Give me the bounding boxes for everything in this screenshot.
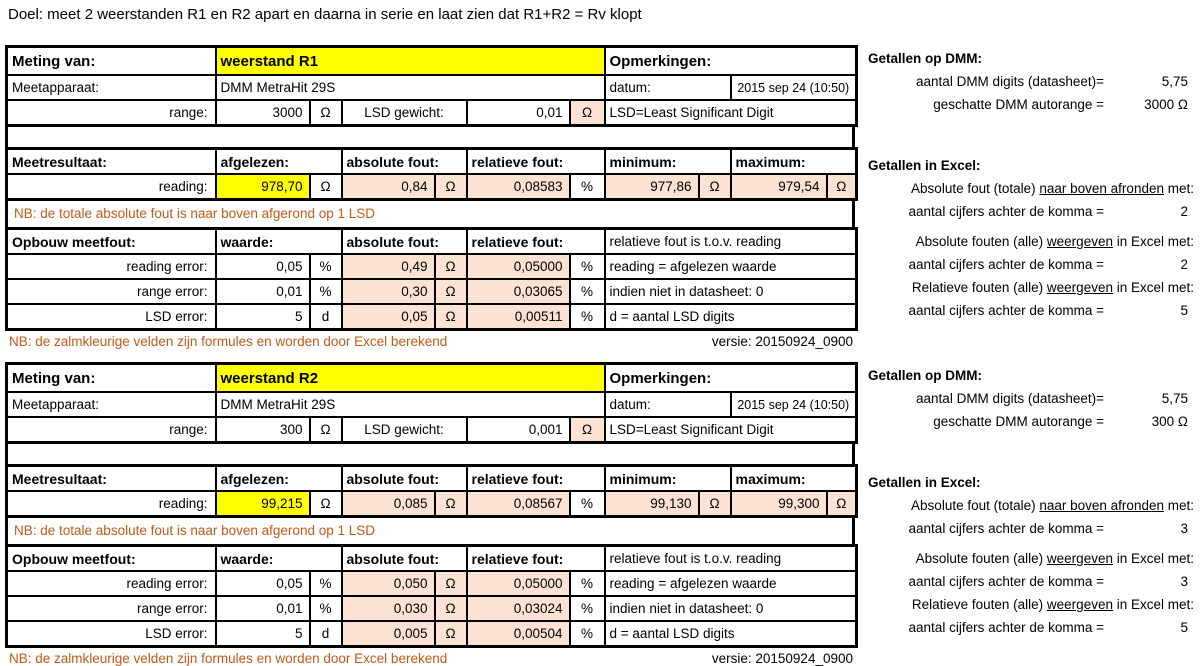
cijfers-label: aantal cijfers achter de komma =	[908, 574, 1104, 589]
minimum-header: minimum:	[605, 149, 731, 175]
lsd-error-abs-unit: Ω	[435, 621, 467, 647]
minimum-value: 977,86	[605, 174, 699, 200]
reading-unit: Ω	[310, 491, 342, 517]
getallen-op-dmm-header: Getallen op DMM:	[868, 368, 982, 383]
rel-decimalen-line	[868, 299, 1200, 322]
lsd-error-rel-unit: %	[570, 304, 605, 330]
autorange-label: geschatte DMM autorange =	[933, 414, 1104, 429]
lsd-error-abs: 0,005	[342, 621, 435, 647]
reading-error-abs: 0,050	[342, 571, 435, 596]
reading-error-label: reading error:	[7, 571, 216, 596]
rel-fouten-weergeven-sentence	[868, 593, 1200, 616]
range-error-waarde-unit: %	[310, 279, 342, 304]
range-error-abs-unit: Ω	[435, 596, 467, 621]
lsd-error-abs: 0,05	[342, 304, 435, 330]
underlined-text: weergeven	[1046, 280, 1113, 295]
r1-header-table	[5, 45, 858, 127]
lsd-definition-note: LSD=Least Significant Digit	[605, 100, 857, 126]
range-error-rel: 0,03024	[467, 596, 570, 621]
lsd-definition-note: LSD=Least Significant Digit	[605, 417, 857, 443]
reading-error-waarde-unit: %	[310, 571, 342, 596]
absolute-fout-header: absolute fout:	[342, 466, 467, 492]
underlined-text: naar boven afronden	[1039, 498, 1164, 513]
lsd-error-row	[7, 621, 857, 647]
r2-header-table	[5, 362, 858, 444]
meetapparaat-value: DMM MetraHit 29S	[216, 392, 605, 417]
reading-error-rel-unit: %	[570, 571, 605, 596]
range-unit: Ω	[310, 417, 342, 443]
datum-label: datum:	[605, 75, 731, 100]
minimum-unit: Ω	[699, 491, 731, 517]
text: Absolute fout (totale)	[911, 498, 1040, 513]
maximum-unit: Ω	[827, 174, 857, 200]
reading-error-abs-unit: Ω	[435, 571, 467, 596]
underlined-text: weergeven	[1046, 234, 1113, 249]
maximum-unit: Ω	[827, 491, 857, 517]
text: in Excel met:	[1112, 551, 1194, 566]
meetapparaat-label: Meetapparaat:	[7, 392, 216, 417]
text: in Excel met:	[1112, 597, 1194, 612]
text: Relatieve fouten (alle)	[911, 280, 1047, 295]
rel-fouten-weergeven-sentence	[868, 276, 1200, 299]
getallen-in-excel-header: Getallen in Excel:	[868, 475, 981, 490]
afronden-decimalen-line	[868, 200, 1200, 223]
reading-error-abs: 0,49	[342, 254, 435, 279]
abs-decimalen-line	[868, 570, 1200, 593]
abs-fouten-weergeven-sentence	[868, 547, 1200, 570]
text: Absolute fouten (alle)	[915, 234, 1047, 249]
reading-error-abs-unit: Ω	[435, 254, 467, 279]
maximum-header: maximum:	[731, 149, 857, 175]
meting-van-label: Meting van:	[7, 47, 216, 76]
range-error-rel: 0,03065	[467, 279, 570, 304]
opbouw-meetfout-label: Opbouw meetfout:	[7, 546, 216, 572]
meetapparaat-value: DMM MetraHit 29S	[216, 75, 605, 100]
abs-fouten-weergeven-sentence	[868, 230, 1200, 253]
meting-van-label: Meting van:	[7, 364, 216, 393]
block-footer	[5, 331, 855, 349]
lsd-error-label: LSD error:	[7, 304, 216, 330]
measurement-block-r2	[5, 362, 855, 666]
getallen-op-dmm-header: Getallen op DMM:	[868, 51, 982, 66]
autorange-value: 3000 Ω	[1144, 97, 1188, 112]
lsd-error-note: d = aantal LSD digits	[605, 304, 857, 330]
nb-zalmkleurig-note: NB: de zalmkleurige velden zijn formules en worden door Excel berekend	[9, 651, 448, 666]
minimum-header: minimum:	[605, 466, 731, 492]
rel-decimalen-line	[868, 616, 1200, 639]
datum-value: 2015 sep 24 (10:50)	[731, 75, 857, 100]
reading-error-waarde-unit: %	[310, 254, 342, 279]
range-error-rel-unit: %	[570, 596, 605, 621]
lsd-gewicht-value: 0,01	[467, 100, 570, 126]
range-error-rel-unit: %	[570, 279, 605, 304]
reading-value: 99,215	[216, 491, 310, 517]
reading-error-rel-unit: %	[570, 254, 605, 279]
abs-fout-value: 0,085	[342, 491, 435, 517]
lsd-error-note: d = aantal LSD digits	[605, 621, 857, 647]
range-error-row	[7, 279, 857, 304]
lsd-error-abs-unit: Ω	[435, 304, 467, 330]
autorange-line	[868, 93, 1200, 116]
lsd-error-waarde-unit: d	[310, 621, 342, 647]
meting-van-value: weerstand R1	[216, 47, 605, 76]
lsd-error-waarde-unit: d	[310, 304, 342, 330]
meetresultaat-label: Meetresultaat:	[7, 149, 216, 175]
range-error-abs: 0,30	[342, 279, 435, 304]
meetapparaat-label: Meetapparaat:	[7, 75, 216, 100]
relatieve-fout-header: relatieve fout:	[467, 466, 605, 492]
opbouw-meetfout-label: Opbouw meetfout:	[7, 229, 216, 255]
reading-error-rel: 0,05000	[467, 254, 570, 279]
dmm-digits-line	[868, 387, 1200, 410]
range-value: 3000	[216, 100, 310, 126]
dmm-digits-value: 5,75	[1161, 74, 1188, 89]
reading-label: reading:	[7, 174, 216, 200]
dmm-digits-label: aantal DMM digits (datasheet)=	[916, 391, 1104, 406]
cijfers-label: aantal cijfers achter de komma =	[908, 303, 1104, 318]
lsd-gewicht-value: 0,001	[467, 417, 570, 443]
reading-error-rel: 0,05000	[467, 571, 570, 596]
rel-fout-unit: %	[570, 174, 605, 200]
reading-label: reading:	[7, 491, 216, 517]
spacer-row	[5, 127, 855, 147]
text: in Excel met:	[1112, 234, 1194, 249]
abs-decimalen-line	[868, 253, 1200, 276]
range-label: range:	[7, 417, 216, 443]
lsd-gewicht-label: LSD gewicht:	[342, 417, 467, 443]
relatieve-fout-note: relatieve fout is t.o.v. reading	[605, 546, 857, 572]
reading-unit: Ω	[310, 174, 342, 200]
reading-error-note: reading = afgelezen waarde	[605, 254, 857, 279]
rel-decimalen-value: 5	[1180, 303, 1188, 318]
cijfers-label: aantal cijfers achter de komma =	[908, 204, 1104, 219]
reading-value: 978,70	[216, 174, 310, 200]
lsd-error-row	[7, 304, 857, 330]
range-error-label: range error:	[7, 596, 216, 621]
cijfers-label: aantal cijfers achter de komma =	[908, 257, 1104, 272]
waarde-header: waarde:	[216, 546, 342, 572]
maximum-value: 99,300	[731, 491, 827, 517]
nb-zalmkleurig-note: NB: de zalmkleurige velden zijn formules en worden door Excel berekend	[9, 334, 448, 349]
reading-error-waarde: 0,05	[216, 254, 310, 279]
lsd-error-rel-unit: %	[570, 621, 605, 647]
lsd-error-label: LSD error:	[7, 621, 216, 647]
versie-label: versie: 20150924_0900	[711, 651, 853, 666]
relatieve-fout-header: relatieve fout:	[467, 229, 605, 255]
minimum-value: 99,130	[605, 491, 699, 517]
range-error-label: range error:	[7, 279, 216, 304]
relatieve-fout-note: relatieve fout is t.o.v. reading	[605, 229, 857, 255]
rel-fout-value: 0,08583	[467, 174, 570, 200]
cijfers-label: aantal cijfers achter de komma =	[908, 521, 1104, 536]
dmm-digits-value: 5,75	[1161, 391, 1188, 406]
text: Relatieve fouten (alle)	[911, 597, 1047, 612]
meetresultaat-label: Meetresultaat:	[7, 466, 216, 492]
sidebar-r2	[862, 364, 1200, 639]
r2-result-table	[5, 464, 858, 518]
spacer-row	[5, 444, 855, 464]
abs-fout-unit: Ω	[435, 174, 467, 200]
afgelezen-header: afgelezen:	[216, 466, 342, 492]
range-error-waarde-unit: %	[310, 596, 342, 621]
versie-label: versie: 20150924_0900	[711, 334, 853, 349]
nb-afgerond-note: NB: de totale absolute fout is naar boven afgerond op 1 LSD	[5, 201, 855, 227]
lsd-error-waarde: 5	[216, 621, 310, 647]
autorange-value: 300 Ω	[1151, 414, 1188, 429]
absolute-fout-header: absolute fout:	[342, 149, 467, 175]
text: met:	[1163, 498, 1194, 513]
lsd-error-rel: 0,00504	[467, 621, 570, 647]
abs-fout-afronden-sentence	[868, 177, 1200, 200]
range-error-row	[7, 596, 857, 621]
waarde-header: waarde:	[216, 229, 342, 255]
range-error-note: indien niet in datasheet: 0	[605, 596, 857, 621]
lsd-gewicht-label: LSD gewicht:	[342, 100, 467, 126]
range-error-note: indien niet in datasheet: 0	[605, 279, 857, 304]
maximum-value: 979,54	[731, 174, 827, 200]
afronden-decimalen-value: 2	[1180, 204, 1188, 219]
reading-error-label: reading error:	[7, 254, 216, 279]
afronden-decimalen-line	[868, 517, 1200, 540]
opmerkingen-label: Opmerkingen:	[605, 47, 857, 76]
underlined-text: weergeven	[1046, 597, 1113, 612]
maximum-header: maximum:	[731, 466, 857, 492]
range-error-waarde: 0,01	[216, 596, 310, 621]
range-error-abs-unit: Ω	[435, 279, 467, 304]
underlined-text: weergeven	[1046, 551, 1113, 566]
autorange-label: geschatte DMM autorange =	[933, 97, 1104, 112]
reading-error-note: reading = afgelezen waarde	[605, 571, 857, 596]
underlined-text: naar boven afronden	[1039, 181, 1164, 196]
relatieve-fout-header: relatieve fout:	[467, 149, 605, 175]
autorange-line	[868, 410, 1200, 433]
lsd-gewicht-unit: Ω	[570, 100, 605, 126]
lsd-gewicht-unit: Ω	[570, 417, 605, 443]
opmerkingen-label: Opmerkingen:	[605, 364, 857, 393]
rel-fout-unit: %	[570, 491, 605, 517]
rel-fout-value: 0,08567	[467, 491, 570, 517]
r2-error-breakdown-table	[5, 544, 858, 648]
afronden-decimalen-value: 3	[1180, 521, 1188, 536]
cijfers-label: aantal cijfers achter de komma =	[908, 620, 1104, 635]
abs-decimalen-value: 2	[1180, 257, 1188, 272]
measurement-block-r1	[5, 45, 855, 349]
lsd-error-rel: 0,00511	[467, 304, 570, 330]
datum-label: datum:	[605, 392, 731, 417]
range-error-waarde: 0,01	[216, 279, 310, 304]
getallen-in-excel-header: Getallen in Excel:	[868, 158, 981, 173]
range-error-abs: 0,030	[342, 596, 435, 621]
relatieve-fout-header: relatieve fout:	[467, 546, 605, 572]
datum-value: 2015 sep 24 (10:50)	[731, 392, 857, 417]
dmm-digits-label: aantal DMM digits (datasheet)=	[916, 74, 1104, 89]
meting-van-value: weerstand R2	[216, 364, 605, 393]
text: Absolute fouten (alle)	[915, 551, 1047, 566]
r1-error-breakdown-table	[5, 227, 858, 331]
page-title: Doel: meet 2 weerstanden R1 en R2 apart en daarna in serie en laat zien dat R1+R2 = Rv klopt	[8, 6, 642, 23]
text: met:	[1163, 181, 1194, 196]
reading-error-row	[7, 571, 857, 596]
r1-result-table	[5, 147, 858, 201]
text: Absolute fout (totale)	[911, 181, 1040, 196]
reading-error-waarde: 0,05	[216, 571, 310, 596]
afgelezen-header: afgelezen:	[216, 149, 342, 175]
nb-afgerond-note: NB: de totale absolute fout is naar boven afgerond op 1 LSD	[5, 518, 855, 544]
range-value: 300	[216, 417, 310, 443]
absolute-fout-header: absolute fout:	[342, 546, 467, 572]
abs-fout-afronden-sentence	[868, 494, 1200, 517]
abs-decimalen-value: 3	[1180, 574, 1188, 589]
lsd-error-waarde: 5	[216, 304, 310, 330]
reading-error-row	[7, 254, 857, 279]
minimum-unit: Ω	[699, 174, 731, 200]
rel-decimalen-value: 5	[1180, 620, 1188, 635]
abs-fout-unit: Ω	[435, 491, 467, 517]
abs-fout-value: 0,84	[342, 174, 435, 200]
dmm-digits-line	[868, 70, 1200, 93]
text: in Excel met:	[1112, 280, 1194, 295]
range-label: range:	[7, 100, 216, 126]
sidebar-r1	[862, 47, 1200, 322]
range-unit: Ω	[310, 100, 342, 126]
block-footer	[5, 648, 855, 666]
absolute-fout-header: absolute fout:	[342, 229, 467, 255]
